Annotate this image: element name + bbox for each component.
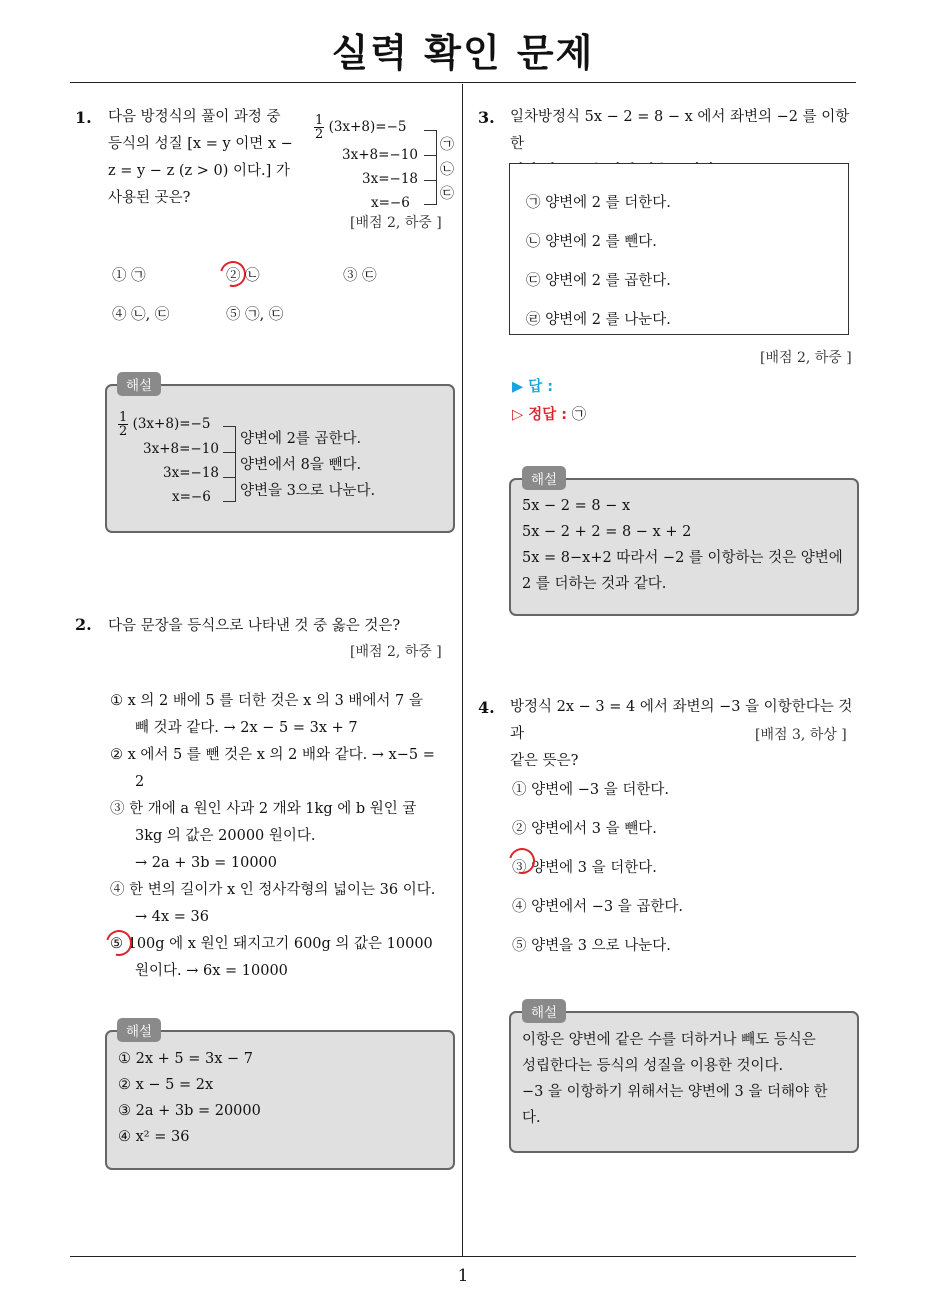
q3-correct-value: ㉠ — [571, 407, 587, 423]
q2-exp-line: ③ 2a + 3b = 20000 — [118, 1103, 261, 1119]
q1-exp-step: (3x+8)=−5 — [132, 416, 211, 432]
column-divider — [462, 84, 463, 1256]
q1-text-line: 등식의 성질 [x = y 이면 x − — [108, 136, 293, 152]
q3-exp-line: 5x − 2 + 2 = 8 − x + 2 — [522, 524, 692, 540]
q1-exp-note: 양변에서 8을 뺀다. — [240, 457, 362, 473]
q1-bracket — [424, 180, 437, 205]
q4-option[interactable]: ④ 양변에서 −3 을 곱한다. — [512, 899, 683, 915]
q1-bracket — [424, 155, 437, 181]
q1-option[interactable]: ② ㉡ — [226, 268, 260, 284]
q3-box-item: ㉣ 양변에 2 를 나눈다. — [526, 312, 671, 328]
q4-exp-lines — [522, 1027, 852, 1131]
q2-option-line: ② x 에서 5 를 뺀 것은 x 의 2 배와 같다. → x−5 = — [110, 747, 435, 763]
q1-exp-note: 양변을 3으로 나눈다. — [240, 483, 376, 499]
q4-option[interactable]: ⑤ 양변을 3 으로 나눈다. — [512, 938, 671, 954]
q1-number: 1. — [75, 108, 92, 127]
q1-exp-fraction — [118, 411, 128, 438]
q1-mark: ㉢ — [440, 186, 454, 202]
fraction-denominator: 2 — [119, 424, 128, 439]
q2-option-line: ① x 의 2 배에 5 를 더한 것은 x 의 3 배에서 7 을 — [110, 693, 423, 709]
q3-text-line: 일차방정식 5x − 2 = 8 − x 에서 좌변의 −2 를 이항한 — [510, 109, 850, 152]
q1-step: (3x+8)=−5 — [328, 119, 407, 135]
explanation-tag: 해설 — [522, 466, 566, 490]
q1-text-line: 사용된 곳은? — [108, 190, 191, 206]
q1-mark: ㉠ — [440, 137, 454, 153]
q1-exp-bracket — [223, 426, 236, 453]
q3-exp-line: 2 를 더하는 것과 같다. — [522, 576, 667, 592]
q2-option[interactable] — [110, 742, 450, 796]
q2-option-line: ⑤ 100g 에 x 원인 돼지고기 600g 의 값은 10000 — [110, 936, 433, 952]
q4-exp-line: 다. — [522, 1110, 541, 1126]
page-title: 실력 확인 문제 — [331, 31, 595, 75]
q3-exp-lines — [522, 493, 852, 597]
q2-option-line: 빼 것과 같다. → 2x − 5 = 3x + 7 — [135, 720, 358, 736]
q3-exp-line: 5x − 2 = 8 − x — [522, 498, 631, 514]
q2-option-line: 3kg 의 값은 20000 원이다. — [135, 828, 316, 844]
top-rule — [70, 82, 856, 83]
q4-exp-line: −3 을 이항하기 위해서는 양변에 3 을 더해야 한 — [522, 1084, 828, 1100]
fraction-numerator: 1 — [119, 410, 128, 425]
fraction-denominator: 2 — [315, 127, 324, 142]
q1-bracket — [424, 130, 437, 156]
q1-option[interactable]: ④ ㉡, ㉢ — [112, 307, 170, 323]
q1-meta: [배점 2, 하중 ] — [350, 215, 442, 231]
q3-exp-line: 5x = 8−x+2 따라서 −2 를 이항하는 것은 양변에 — [522, 550, 843, 566]
q2-number: 2. — [75, 615, 92, 634]
q3-box-item: ㉡ 양변에 2 를 뺀다. — [526, 234, 657, 250]
q4-option[interactable]: ① 양변에 −3 을 더한다. — [512, 782, 669, 798]
q1-equation-line1 — [314, 114, 406, 141]
q2-exp-line: ② x − 5 = 2x — [118, 1077, 214, 1093]
q3-correct-label: ▷ 정답 : — [512, 407, 568, 423]
q1-exp-step: 3x=−18 — [163, 465, 220, 481]
q1-exp-bracket — [223, 452, 236, 478]
q2-meta: [배점 2, 하중 ] — [350, 644, 442, 660]
q2-exp-line: ④ x² = 36 — [118, 1129, 190, 1145]
q4-option[interactable]: ③ 양변에 3 을 더한다. — [512, 860, 657, 876]
q3-box-item: ㉠ 양변에 2 를 더한다. — [526, 195, 671, 211]
explanation-tag: 해설 — [522, 999, 566, 1023]
q2-exp-line: ① 2x + 5 = 3x − 7 — [118, 1051, 253, 1067]
q2-option-line: → 4x = 36 — [135, 909, 209, 925]
q3-meta: [배점 2, 하중 ] — [760, 350, 852, 366]
q1-exp-step: x=−6 — [172, 489, 211, 505]
q2-option-line: ③ 한 개에 a 원인 사과 2 개와 1kg 에 b 원인 귤 — [110, 801, 417, 817]
q1-option[interactable]: ⑤ ㉠, ㉢ — [226, 307, 284, 323]
q4-exp-line: 성립한다는 등식의 성질을 이용한 것이다. — [522, 1058, 784, 1074]
q2-options — [110, 688, 450, 985]
q2-exp-lines — [118, 1046, 261, 1150]
q1-mark: ㉡ — [440, 162, 454, 178]
q3-answer-label: ▶ 답 : — [512, 379, 554, 395]
q1-fraction — [314, 114, 324, 141]
q1-step: 3x+8=−10 — [342, 147, 418, 163]
q4-text-line: 방정식 2x − 3 = 4 에서 좌변의 −3 을 이항한다는 것과 — [510, 699, 853, 742]
q4-option[interactable]: ② 양변에서 3 을 뺀다. — [512, 821, 657, 837]
q2-text: 다음 문장을 등식으로 나타낸 것 중 옳은 것은? — [108, 618, 401, 634]
page-number: 1 — [457, 1266, 469, 1286]
fraction-numerator: 1 — [315, 113, 324, 128]
q2-option-line: 2 — [135, 774, 145, 790]
q2-option-line: 원이다. → 6x = 10000 — [135, 963, 288, 979]
q3-box-item: ㉢ 양변에 2 를 곱한다. — [526, 273, 671, 289]
q3-box-items — [526, 184, 671, 340]
q2-option[interactable] — [110, 796, 450, 877]
q4-exp-line: 이항은 양변에 같은 수를 더하거나 빼도 등식은 — [522, 1032, 816, 1048]
q1-option[interactable]: ① ㉠ — [112, 268, 146, 284]
q2-option[interactable] — [110, 931, 450, 985]
q1-text — [108, 104, 308, 212]
q2-option[interactable] — [110, 688, 450, 742]
q1-exp-step: 3x+8=−10 — [143, 441, 219, 457]
q1-text-line: 다음 방정식의 풀이 과정 중 — [108, 109, 281, 125]
explanation-tag: 해설 — [117, 372, 161, 396]
q1-exp-note: 양변에 2를 곱한다. — [240, 431, 362, 447]
bottom-rule — [70, 1256, 856, 1257]
q2-option[interactable] — [110, 877, 450, 931]
q4-meta: [배점 3, 하상 ] — [755, 727, 847, 743]
q4-number: 4. — [478, 698, 495, 717]
q1-step: x=−6 — [371, 195, 410, 211]
q1-exp-bracket — [223, 477, 236, 502]
q4-options — [512, 771, 683, 966]
q1-text-line: z = y − z (z > 0) 이다.] 가 — [108, 163, 290, 179]
q3-number: 3. — [478, 108, 495, 127]
q2-option-line: ④ 한 변의 길이가 x 인 정사각형의 넓이는 36 이다. — [110, 882, 436, 898]
q1-step: 3x=−18 — [362, 171, 419, 187]
explanation-tag: 해설 — [117, 1018, 161, 1042]
q4-text-line: 같은 뜻은? — [510, 753, 579, 769]
q2-option-line: → 2a + 3b = 10000 — [135, 855, 277, 871]
q1-option[interactable]: ③ ㉢ — [343, 268, 377, 284]
q1-exp-line1 — [118, 411, 210, 438]
q3-correct-answer — [512, 403, 586, 424]
